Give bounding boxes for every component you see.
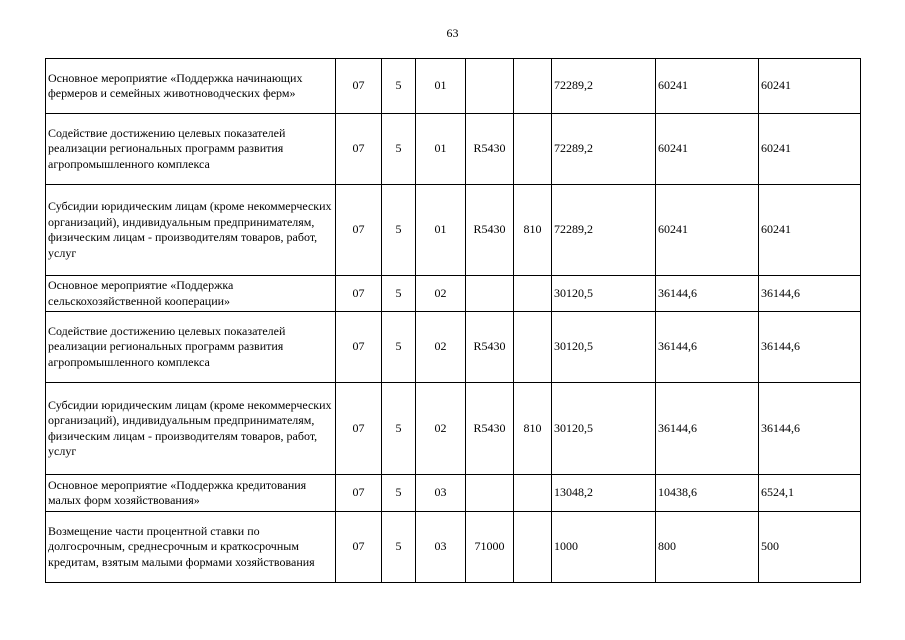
event-code-cell: 01 (416, 185, 466, 276)
amount-year2-cell: 36144,6 (656, 312, 759, 383)
expense-type-cell: 810 (514, 383, 552, 475)
amount-year1-cell: 30120,5 (552, 276, 656, 312)
amount-year2-cell: 10438,6 (656, 475, 759, 512)
section-code-cell: 07 (336, 276, 382, 312)
row-name-cell: Содействие достижению целевых показателей реализации региональных программ развития агропромышленного комплекса (46, 114, 336, 185)
program-code-cell: 5 (382, 475, 416, 512)
row-name-cell: Содействие достижению целевых показателей реализации региональных программ развития агропромышленного комплекса (46, 312, 336, 383)
target-code-cell: R5430 (466, 312, 514, 383)
table-row (46, 312, 861, 383)
amount-year3-cell: 60241 (759, 59, 861, 114)
row-name-cell: Возмещение части процентной ставки по долгосрочным, среднесрочным и краткосрочным кредитам, взятым малыми формами хозяйствования (46, 512, 336, 583)
table-row (46, 185, 861, 276)
event-code-cell: 01 (416, 59, 466, 114)
page-number: 63 (446, 26, 459, 40)
amount-year3-cell: 6524,1 (759, 475, 861, 512)
amount-year2-cell: 60241 (656, 185, 759, 276)
target-code-cell: R5430 (466, 114, 514, 185)
program-code-cell: 5 (382, 383, 416, 475)
amount-year2-cell: 36144,6 (656, 383, 759, 475)
table-row (46, 59, 861, 114)
expense-type-cell (514, 59, 552, 114)
expense-type-cell: 810 (514, 185, 552, 276)
amount-year1-cell: 30120,5 (552, 383, 656, 475)
amount-year3-cell: 500 (759, 512, 861, 583)
section-code-cell: 07 (336, 312, 382, 383)
program-code-cell: 5 (382, 512, 416, 583)
event-code-cell: 02 (416, 383, 466, 475)
target-code-cell: R5430 (466, 383, 514, 475)
budget-table (45, 58, 861, 583)
event-code-cell: 03 (416, 512, 466, 583)
row-name-cell: Основное мероприятие «Поддержка начинающих фермеров и семейных животноводческих ферм» (46, 59, 336, 114)
target-code-cell (466, 475, 514, 512)
table-row (46, 475, 861, 512)
table-row (46, 276, 861, 312)
target-code-cell: R5430 (466, 185, 514, 276)
amount-year3-cell: 60241 (759, 114, 861, 185)
row-name-cell: Основное мероприятие «Поддержка сельскохозяйственной кооперации» (46, 276, 336, 312)
event-code-cell: 01 (416, 114, 466, 185)
amount-year1-cell: 72289,2 (552, 114, 656, 185)
section-code-cell: 07 (336, 383, 382, 475)
target-code-cell (466, 59, 514, 114)
amount-year3-cell: 36144,6 (759, 383, 861, 475)
table-row (46, 383, 861, 475)
section-code-cell: 07 (336, 59, 382, 114)
table-row (46, 512, 861, 583)
expense-type-cell (514, 512, 552, 583)
program-code-cell: 5 (382, 312, 416, 383)
amount-year1-cell: 72289,2 (552, 59, 656, 114)
target-code-cell: 71000 (466, 512, 514, 583)
amount-year2-cell: 36144,6 (656, 276, 759, 312)
amount-year2-cell: 60241 (656, 59, 759, 114)
event-code-cell: 02 (416, 312, 466, 383)
event-code-cell: 02 (416, 276, 466, 312)
amount-year1-cell: 30120,5 (552, 312, 656, 383)
program-code-cell: 5 (382, 276, 416, 312)
amount-year2-cell: 60241 (656, 114, 759, 185)
amount-year2-cell: 800 (656, 512, 759, 583)
row-name-cell: Основное мероприятие «Поддержка кредитования малых форм хозяйствования» (46, 475, 336, 512)
row-name-cell: Субсидии юридическим лицам (кроме некоммерческих организаций), индивидуальным предпринимателям, физическим лицам - производителям товаров, работ, услуг (46, 383, 336, 475)
program-code-cell: 5 (382, 185, 416, 276)
target-code-cell (466, 276, 514, 312)
row-name-cell: Субсидии юридическим лицам (кроме некоммерческих организаций), индивидуальным предпринимателям, физическим лицам - производителям товаров, работ, услуг (46, 185, 336, 276)
amount-year3-cell: 60241 (759, 185, 861, 276)
section-code-cell: 07 (336, 114, 382, 185)
amount-year1-cell: 1000 (552, 512, 656, 583)
expense-type-cell (514, 312, 552, 383)
amount-year3-cell: 36144,6 (759, 312, 861, 383)
amount-year1-cell: 13048,2 (552, 475, 656, 512)
section-code-cell: 07 (336, 185, 382, 276)
program-code-cell: 5 (382, 114, 416, 185)
amount-year1-cell: 72289,2 (552, 185, 656, 276)
section-code-cell: 07 (336, 475, 382, 512)
program-code-cell: 5 (382, 59, 416, 114)
expense-type-cell (514, 475, 552, 512)
amount-year3-cell: 36144,6 (759, 276, 861, 312)
expense-type-cell (514, 276, 552, 312)
event-code-cell: 03 (416, 475, 466, 512)
table-row (46, 114, 861, 185)
expense-type-cell (514, 114, 552, 185)
section-code-cell: 07 (336, 512, 382, 583)
